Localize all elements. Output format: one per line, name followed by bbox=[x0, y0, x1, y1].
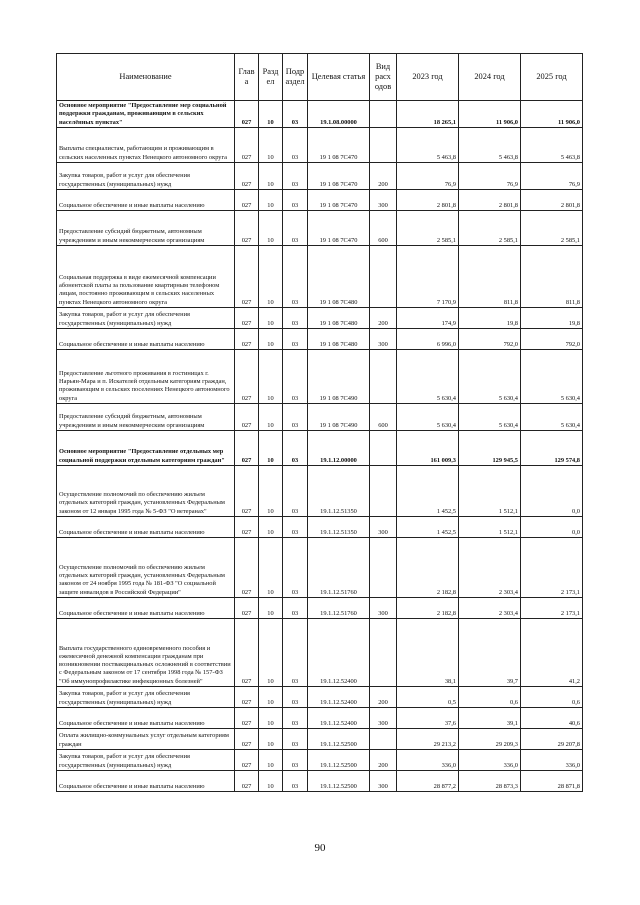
cell-vid bbox=[370, 538, 397, 598]
cell-y2024: 29 209,3 bbox=[459, 729, 521, 750]
cell-celevaya: 19.1.08.00000 bbox=[308, 101, 370, 128]
cell-vid: 300 bbox=[370, 771, 397, 792]
cell-glava: 027 bbox=[235, 128, 259, 163]
cell-glava: 027 bbox=[235, 101, 259, 128]
cell-vid bbox=[370, 619, 397, 687]
cell-y2023: 1 452,5 bbox=[397, 517, 459, 538]
header-name: Наименование bbox=[57, 54, 235, 101]
cell-razdel: 10 bbox=[259, 308, 283, 329]
cell-podrazdel: 03 bbox=[283, 771, 308, 792]
cell-podrazdel: 03 bbox=[283, 517, 308, 538]
cell-name: Социальная поддержка в виде ежемесячной компенсации абонентской платы за пользование квартирным телефоном лицам, постоянно проживающим в сельских населенных пунктах Ненецкого автономного округа bbox=[57, 246, 235, 308]
cell-y2025: 5 463,8 bbox=[521, 128, 583, 163]
cell-podrazdel: 03 bbox=[283, 466, 308, 517]
cell-y2023: 174,9 bbox=[397, 308, 459, 329]
cell-glava: 027 bbox=[235, 163, 259, 190]
cell-y2023: 0,5 bbox=[397, 687, 459, 708]
cell-glava: 027 bbox=[235, 404, 259, 431]
cell-y2025: 0,6 bbox=[521, 687, 583, 708]
cell-y2025: 11 906,0 bbox=[521, 101, 583, 128]
cell-glava: 027 bbox=[235, 517, 259, 538]
table-row bbox=[57, 619, 583, 687]
cell-razdel: 10 bbox=[259, 431, 283, 466]
cell-name: Закупка товаров, работ и услуг для обеспечения государственных (муниципальных) нужд bbox=[57, 308, 235, 329]
cell-name: Предоставление субсидий бюджетным, автономным учреждениям и иным некоммерческим организациям bbox=[57, 404, 235, 431]
header-2024: 2024 год bbox=[459, 54, 521, 101]
cell-celevaya: 19 1 08 7С480 bbox=[308, 308, 370, 329]
cell-y2023: 5 630,4 bbox=[397, 404, 459, 431]
cell-vid bbox=[370, 128, 397, 163]
cell-celevaya: 19 1 08 7С490 bbox=[308, 404, 370, 431]
cell-podrazdel: 03 bbox=[283, 163, 308, 190]
cell-razdel: 10 bbox=[259, 598, 283, 619]
cell-y2024: 5 630,4 bbox=[459, 350, 521, 404]
cell-vid: 600 bbox=[370, 211, 397, 246]
cell-name: Социальное обеспечение и иные выплаты населению bbox=[57, 329, 235, 350]
cell-y2023: 37,6 bbox=[397, 708, 459, 729]
cell-razdel: 10 bbox=[259, 404, 283, 431]
table-row bbox=[57, 466, 583, 517]
cell-glava: 027 bbox=[235, 329, 259, 350]
cell-celevaya: 19 1 08 7С470 bbox=[308, 190, 370, 211]
cell-y2024: 76,9 bbox=[459, 163, 521, 190]
cell-y2023: 5 463,8 bbox=[397, 128, 459, 163]
header-glava: Глав а bbox=[235, 54, 259, 101]
table-row bbox=[57, 404, 583, 431]
cell-celevaya: 19.1.12.52400 bbox=[308, 619, 370, 687]
cell-y2024: 792,0 bbox=[459, 329, 521, 350]
cell-vid: 200 bbox=[370, 750, 397, 771]
cell-glava: 027 bbox=[235, 350, 259, 404]
cell-vid bbox=[370, 431, 397, 466]
cell-celevaya: 19.1.12.51760 bbox=[308, 538, 370, 598]
cell-y2025: 2 585,1 bbox=[521, 211, 583, 246]
cell-podrazdel: 03 bbox=[283, 308, 308, 329]
cell-y2024: 39,7 bbox=[459, 619, 521, 687]
cell-podrazdel: 03 bbox=[283, 598, 308, 619]
cell-celevaya: 19.1.12.52400 bbox=[308, 687, 370, 708]
cell-glava: 027 bbox=[235, 619, 259, 687]
cell-vid: 600 bbox=[370, 404, 397, 431]
table-row bbox=[57, 211, 583, 246]
table-row bbox=[57, 431, 583, 466]
cell-podrazdel: 03 bbox=[283, 619, 308, 687]
cell-celevaya: 19.1.12.52500 bbox=[308, 771, 370, 792]
cell-name: Социальное обеспечение и иные выплаты населению bbox=[57, 190, 235, 211]
cell-name: Социальное обеспечение и иные выплаты населению bbox=[57, 517, 235, 538]
cell-glava: 027 bbox=[235, 538, 259, 598]
table-row bbox=[57, 163, 583, 190]
cell-celevaya: 19 1 08 7С490 bbox=[308, 350, 370, 404]
table-row bbox=[57, 101, 583, 128]
table-row bbox=[57, 771, 583, 792]
cell-y2025: 29 207,8 bbox=[521, 729, 583, 750]
header-2023: 2023 год bbox=[397, 54, 459, 101]
cell-glava: 027 bbox=[235, 308, 259, 329]
cell-vid: 200 bbox=[370, 163, 397, 190]
cell-y2024: 1 512,1 bbox=[459, 517, 521, 538]
cell-name: Осуществление полномочий по обеспечению жильем отдельных категорий граждан, установленных Федеральным законом от 12 января 1995 года № 5-ФЗ "О ветеранах" bbox=[57, 466, 235, 517]
cell-celevaya: 19.1.12.00000 bbox=[308, 431, 370, 466]
cell-y2024: 5 463,8 bbox=[459, 128, 521, 163]
cell-razdel: 10 bbox=[259, 350, 283, 404]
table-row bbox=[57, 708, 583, 729]
cell-podrazdel: 03 bbox=[283, 729, 308, 750]
cell-y2024: 2 585,1 bbox=[459, 211, 521, 246]
cell-razdel: 10 bbox=[259, 538, 283, 598]
page-number: 90 bbox=[314, 842, 326, 854]
cell-razdel: 10 bbox=[259, 163, 283, 190]
cell-razdel: 10 bbox=[259, 190, 283, 211]
cell-podrazdel: 03 bbox=[283, 101, 308, 128]
cell-y2023: 336,0 bbox=[397, 750, 459, 771]
cell-podrazdel: 03 bbox=[283, 538, 308, 598]
cell-celevaya: 19.1.12.51350 bbox=[308, 466, 370, 517]
table-row bbox=[57, 246, 583, 308]
header-2025: 2025 год bbox=[521, 54, 583, 101]
cell-razdel: 10 bbox=[259, 329, 283, 350]
cell-celevaya: 19 1 08 7С480 bbox=[308, 329, 370, 350]
cell-vid: 300 bbox=[370, 708, 397, 729]
cell-glava: 027 bbox=[235, 431, 259, 466]
cell-y2025: 41,2 bbox=[521, 619, 583, 687]
cell-celevaya: 19.1.12.52500 bbox=[308, 729, 370, 750]
cell-y2023: 38,1 bbox=[397, 619, 459, 687]
cell-name: Предоставление субсидий бюджетным, автономным учреждениям и иным некоммерческим организациям bbox=[57, 211, 235, 246]
cell-vid bbox=[370, 466, 397, 517]
cell-name: Выплаты специалистам, работающим и проживающим в сельских населенных пунктах Ненецкого автономного округа bbox=[57, 128, 235, 163]
cell-razdel: 10 bbox=[259, 708, 283, 729]
cell-y2024: 2 801,8 bbox=[459, 190, 521, 211]
cell-name: Социальное обеспечение и иные выплаты населению bbox=[57, 598, 235, 619]
cell-celevaya: 19 1 08 7С470 bbox=[308, 211, 370, 246]
cell-y2023: 2 182,8 bbox=[397, 538, 459, 598]
cell-glava: 027 bbox=[235, 466, 259, 517]
cell-vid bbox=[370, 350, 397, 404]
cell-name: Оплата жилищно-коммунальных услуг отдельным категориям граждан bbox=[57, 729, 235, 750]
cell-glava: 027 bbox=[235, 598, 259, 619]
budget-table bbox=[56, 53, 583, 792]
cell-celevaya: 19.1.12.52500 bbox=[308, 750, 370, 771]
cell-razdel: 10 bbox=[259, 729, 283, 750]
cell-y2025: 19,8 bbox=[521, 308, 583, 329]
cell-vid bbox=[370, 101, 397, 128]
cell-y2025: 76,9 bbox=[521, 163, 583, 190]
cell-glava: 027 bbox=[235, 750, 259, 771]
cell-y2024: 811,8 bbox=[459, 246, 521, 308]
header-celevaya: Целевая статья bbox=[308, 54, 370, 101]
cell-podrazdel: 03 bbox=[283, 329, 308, 350]
cell-name: Осуществление полномочий по обеспечению жильем отдельных категорий граждан, установленных Федеральным законом от 24 ноября 1995 года № 181-ФЗ "О социальной защите инвалидов в Российской Федерации" bbox=[57, 538, 235, 598]
cell-podrazdel: 03 bbox=[283, 190, 308, 211]
cell-y2023: 161 009,3 bbox=[397, 431, 459, 466]
cell-glava: 027 bbox=[235, 246, 259, 308]
cell-vid bbox=[370, 729, 397, 750]
cell-celevaya: 19 1 08 7С470 bbox=[308, 128, 370, 163]
cell-podrazdel: 03 bbox=[283, 246, 308, 308]
cell-razdel: 10 bbox=[259, 101, 283, 128]
cell-razdel: 10 bbox=[259, 211, 283, 246]
cell-glava: 027 bbox=[235, 211, 259, 246]
cell-y2024: 19,8 bbox=[459, 308, 521, 329]
cell-razdel: 10 bbox=[259, 687, 283, 708]
table-row bbox=[57, 729, 583, 750]
cell-y2025: 792,0 bbox=[521, 329, 583, 350]
table-header-row bbox=[57, 54, 583, 101]
table-row bbox=[57, 128, 583, 163]
cell-y2023: 2 801,8 bbox=[397, 190, 459, 211]
cell-razdel: 10 bbox=[259, 466, 283, 517]
cell-podrazdel: 03 bbox=[283, 404, 308, 431]
cell-glava: 027 bbox=[235, 771, 259, 792]
cell-y2025: 2 173,1 bbox=[521, 538, 583, 598]
cell-celevaya: 19 1 08 7С470 bbox=[308, 163, 370, 190]
cell-y2023: 18 265,1 bbox=[397, 101, 459, 128]
cell-y2024: 11 906,0 bbox=[459, 101, 521, 128]
table-body bbox=[57, 101, 583, 792]
cell-y2023: 6 996,0 bbox=[397, 329, 459, 350]
cell-name: Предоставление льготного проживания в гостиницах г. Нарьян-Мара и п. Искателей отдельным категориям граждан, проживающим в сельских поселениях Ненецкого автономного округа bbox=[57, 350, 235, 404]
cell-vid: 300 bbox=[370, 190, 397, 211]
cell-y2025: 0,0 bbox=[521, 466, 583, 517]
cell-y2024: 39,1 bbox=[459, 708, 521, 729]
cell-y2025: 5 630,4 bbox=[521, 350, 583, 404]
cell-razdel: 10 bbox=[259, 619, 283, 687]
table-row bbox=[57, 350, 583, 404]
cell-y2024: 2 303,4 bbox=[459, 538, 521, 598]
cell-y2024: 1 512,1 bbox=[459, 466, 521, 517]
cell-vid: 200 bbox=[370, 687, 397, 708]
cell-y2025: 28 871,8 bbox=[521, 771, 583, 792]
cell-celevaya: 19.1.12.51350 bbox=[308, 517, 370, 538]
cell-vid bbox=[370, 246, 397, 308]
table-row bbox=[57, 538, 583, 598]
cell-y2025: 40,6 bbox=[521, 708, 583, 729]
cell-y2024: 336,0 bbox=[459, 750, 521, 771]
cell-razdel: 10 bbox=[259, 128, 283, 163]
header-vid: Вид расх одов bbox=[370, 54, 397, 101]
cell-y2023: 76,9 bbox=[397, 163, 459, 190]
cell-y2023: 2 182,8 bbox=[397, 598, 459, 619]
cell-y2025: 2 801,8 bbox=[521, 190, 583, 211]
cell-vid: 300 bbox=[370, 329, 397, 350]
cell-y2025: 129 574,8 bbox=[521, 431, 583, 466]
header-razdel: Разд ел bbox=[259, 54, 283, 101]
cell-vid: 200 bbox=[370, 308, 397, 329]
cell-name: Выплата государственного единовременного пособия и ежемесячной денежной компенсации гражданам при возникновении поствакцинальных осложнений в соответствии с Федеральным законом от 17 сентября 1998 года № 157-ФЗ "Об иммунопрофилактике инфекционных болезней" bbox=[57, 619, 235, 687]
cell-name: Социальное обеспечение и иные выплаты населению bbox=[57, 771, 235, 792]
cell-podrazdel: 03 bbox=[283, 128, 308, 163]
cell-y2025: 336,0 bbox=[521, 750, 583, 771]
cell-y2024: 28 873,3 bbox=[459, 771, 521, 792]
cell-podrazdel: 03 bbox=[283, 431, 308, 466]
cell-podrazdel: 03 bbox=[283, 708, 308, 729]
cell-y2025: 811,8 bbox=[521, 246, 583, 308]
table-row bbox=[57, 190, 583, 211]
cell-y2024: 129 945,5 bbox=[459, 431, 521, 466]
cell-y2024: 0,6 bbox=[459, 687, 521, 708]
cell-y2023: 29 213,2 bbox=[397, 729, 459, 750]
table-row bbox=[57, 687, 583, 708]
cell-name: Основное мероприятие "Предоставление мер социальной поддержки гражданам, проживающим в сельских населённых пунктах" bbox=[57, 101, 235, 128]
cell-glava: 027 bbox=[235, 729, 259, 750]
cell-podrazdel: 03 bbox=[283, 350, 308, 404]
cell-razdel: 10 bbox=[259, 517, 283, 538]
cell-glava: 027 bbox=[235, 708, 259, 729]
cell-name: Закупка товаров, работ и услуг для обеспечения государственных (муниципальных) нужд bbox=[57, 750, 235, 771]
cell-razdel: 10 bbox=[259, 750, 283, 771]
cell-y2023: 7 170,9 bbox=[397, 246, 459, 308]
cell-podrazdel: 03 bbox=[283, 750, 308, 771]
table-row bbox=[57, 329, 583, 350]
cell-vid: 300 bbox=[370, 517, 397, 538]
table-row bbox=[57, 308, 583, 329]
cell-podrazdel: 03 bbox=[283, 211, 308, 246]
cell-y2024: 2 303,4 bbox=[459, 598, 521, 619]
cell-name: Закупка товаров, работ и услуг для обеспечения государственных (муниципальных) нужд bbox=[57, 687, 235, 708]
cell-name: Основное мероприятие "Предоставление отдельных мер социальной поддержки отдельным категориям граждан" bbox=[57, 431, 235, 466]
cell-y2023: 2 585,1 bbox=[397, 211, 459, 246]
table-row bbox=[57, 517, 583, 538]
table-row bbox=[57, 598, 583, 619]
cell-y2025: 0,0 bbox=[521, 517, 583, 538]
cell-razdel: 10 bbox=[259, 246, 283, 308]
cell-y2023: 1 452,5 bbox=[397, 466, 459, 517]
cell-razdel: 10 bbox=[259, 771, 283, 792]
header-podrazdel: Подр аздел bbox=[283, 54, 308, 101]
cell-podrazdel: 03 bbox=[283, 687, 308, 708]
cell-y2023: 28 877,2 bbox=[397, 771, 459, 792]
cell-y2023: 5 630,4 bbox=[397, 350, 459, 404]
cell-y2025: 5 630,4 bbox=[521, 404, 583, 431]
cell-y2024: 5 630,4 bbox=[459, 404, 521, 431]
table-row bbox=[57, 750, 583, 771]
cell-name: Социальное обеспечение и иные выплаты населению bbox=[57, 708, 235, 729]
cell-glava: 027 bbox=[235, 190, 259, 211]
cell-name: Закупка товаров, работ и услуг для обеспечения государственных (муниципальных) нужд bbox=[57, 163, 235, 190]
cell-y2025: 2 173,1 bbox=[521, 598, 583, 619]
cell-vid: 300 bbox=[370, 598, 397, 619]
cell-celevaya: 19 1 08 7С480 bbox=[308, 246, 370, 308]
cell-glava: 027 bbox=[235, 687, 259, 708]
cell-celevaya: 19.1.12.52400 bbox=[308, 708, 370, 729]
cell-celevaya: 19.1.12.51760 bbox=[308, 598, 370, 619]
